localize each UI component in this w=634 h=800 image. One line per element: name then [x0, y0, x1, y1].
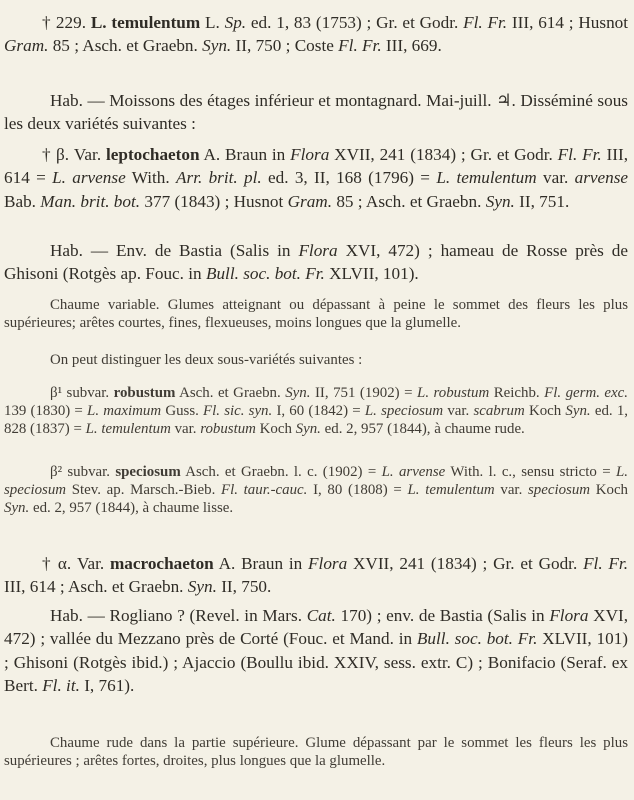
citation-text: III, 614 ; Husnot — [511, 13, 629, 32]
citation-text: Koch — [259, 421, 292, 438]
habitat-text: XLVII, 101). — [329, 264, 419, 284]
var-leptochaeton-header — [4, 143, 628, 213]
citation-title: Man. brit. bot. — [40, 191, 141, 211]
citation-title: Sp. — [224, 13, 247, 32]
variety-name: macrochaeton — [109, 554, 214, 573]
citation-title: Cat. — [306, 606, 336, 625]
synonym-name: L. speciosum — [364, 403, 444, 420]
habitat-text: XVI, 472) ; hameau de Rosse près de Ghisoni (Rotgès ap. Fouc. in — [4, 241, 629, 284]
citation-text: With. l. c., sensu stricto = — [450, 464, 611, 480]
variety-name: leptochaeton — [105, 145, 200, 164]
synonym-name: L. temulentum — [85, 421, 171, 438]
citation-text: ed. 2, 957 (1844), à chaume rude. — [324, 421, 525, 438]
citation-text: var. — [174, 421, 197, 438]
citation-text: var. — [447, 403, 470, 420]
citation-title: Bull. soc. bot. Fr. — [416, 629, 538, 649]
species-name: L. temulentum — [90, 13, 201, 32]
citation-title: Fl. Fr. — [463, 13, 508, 32]
citation-title: Fl. Fr. — [583, 554, 629, 573]
variety-marker: † β. Var. — [42, 145, 102, 164]
citation-title: Fl. Fr. — [338, 36, 382, 56]
synonym-name: L. speciosum — [4, 464, 628, 499]
synonym-name: scabrum — [473, 403, 525, 420]
citation-text: Bab. — [4, 191, 36, 211]
citation-title: Fl. germ. exc. — [544, 385, 628, 401]
variety-marker: β¹ subvar. — [50, 385, 110, 401]
synonym-name: arvense — [574, 168, 629, 188]
subvar-speciosum — [4, 463, 628, 518]
synonym-name: speciosum — [528, 482, 591, 499]
citation-text: I, 80 (1808) = — [313, 482, 402, 499]
citation-title: Fl. it. — [42, 675, 80, 695]
habitat-text: XVI, 472) ; vallée du Mezzano près de Corté (Fouc. et Mand. in — [4, 606, 629, 649]
entry-229-header — [4, 11, 628, 58]
citation-text: A. Braun in — [218, 554, 303, 573]
var-leptochaeton-habitat — [4, 239, 628, 286]
citation-text: XVII, 241 (1834) ; Gr. et Godr. — [353, 554, 578, 573]
citation-text: Guss. — [165, 403, 199, 420]
citation-text: 85 ; Asch. et Graebn. — [336, 191, 482, 211]
synonym-name: L. arvense — [52, 168, 126, 188]
variety-marker: β² subvar. — [50, 464, 110, 480]
citation-text: Stev. ap. Marsch.-Bieb. — [71, 482, 216, 499]
citation-title: Syn. — [565, 403, 591, 420]
habitat-text: 170) ; env. de Bastia (Salis in — [340, 606, 545, 625]
habitat-text: XLVII, 101) ; Ghisoni (Rotgès ibid.) ; Ajaccio (Boullu ibid. XXIV, sess. extr. C) ; Bonifacio (Seraf. ex Bert. — [4, 629, 629, 695]
citation-text: Reichb. — [493, 385, 540, 401]
citation-text: ed. 2, 957 (1844), à chaume lisse. — [32, 500, 234, 517]
citation-title: Fl. taur.-cauc. — [221, 482, 308, 499]
citation-text: ed. 1, 828 (1837) = — [4, 403, 628, 438]
synonym-name: L. maximum — [87, 403, 162, 420]
subvarieties-intro: On peut distinguer les deux sous-variétés suivantes : — [50, 352, 363, 368]
citation-text: With. — [131, 168, 170, 188]
citation-title: Flora — [290, 145, 330, 164]
citation-title: Syn. — [4, 500, 30, 517]
citation-text: Koch — [595, 482, 629, 499]
var-leptochaeton-description: Chaume variable. Glumes atteignant ou dépassant à peine le sommet des fleurs les plus supérieures; arêtes courtes, fines, flexueuses, moins longues que la glumelle. — [4, 297, 628, 332]
citation-title: Bull. soc. bot. Fr. — [205, 264, 325, 284]
citation-text: Asch. et Graebn. l. c. (1902) = — [185, 464, 377, 480]
citation-title: Syn. — [295, 421, 321, 438]
synonym-name: L. temulentum — [436, 168, 537, 188]
synonym-name: L. temulentum — [407, 482, 495, 499]
citation-text: II, 751 (1902) = — [314, 385, 413, 401]
var-macrochaeton-header — [4, 552, 628, 599]
subvar-robustum — [4, 384, 628, 439]
citation-text: II, 750 ; Coste — [235, 36, 334, 56]
citation-text: II, 751. — [519, 191, 570, 211]
citation-text: I, 60 (1842) = — [276, 403, 361, 420]
var-macrochaeton-habitat — [4, 604, 628, 697]
citation-text: III, 669. — [385, 36, 442, 56]
entry-229-habitat: Hab. — Moissons des étages inférieur et montagnard. Mai-juill. ♃. Disséminé sous les deux variétés suivantes : — [4, 91, 628, 134]
citation-title: Gram. — [4, 36, 49, 56]
citation-text: XVII, 241 (1834) ; Gr. et Godr. — [334, 145, 553, 164]
citation-title: Syn. — [485, 191, 515, 211]
citation-text: Asch. et Graebn. — [179, 385, 281, 401]
citation-text: 139 (1830) = — [4, 403, 83, 420]
habitat-text: Hab. — Rogliano ? (Revel. in Mars. — [50, 606, 302, 625]
species-author: L. — [205, 13, 220, 32]
citation-text: var. — [500, 482, 523, 499]
citation-title: Arr. brit. pl. — [176, 168, 262, 188]
citation-text: Koch — [528, 403, 562, 420]
citation-text: III, 614 ; Asch. et Graebn. — [4, 577, 184, 597]
var-macrochaeton-description: Chaume rude dans la partie supérieure. Glume dépassant par le sommet les fleurs les plus supérieures ; arêtes fortes, droites, plus longues que la glumelle. — [4, 735, 628, 770]
citation-text: 85 ; Asch. et Graebn. — [52, 36, 198, 56]
entry-number: † 229. — [42, 13, 86, 32]
citation-title: Flora — [549, 606, 589, 625]
citation-title: Syn. — [285, 385, 311, 401]
citation-text: ed. 1, 83 (1753) ; Gr. et Godr. — [250, 13, 459, 32]
citation-text: var. — [542, 168, 569, 188]
synonym-name: L. robustum — [417, 385, 490, 401]
citation-text: A. Braun in — [203, 145, 286, 164]
citation-text: II, 750. — [221, 577, 272, 597]
citation-text: ed. 3, II, 168 (1796) = — [268, 168, 430, 188]
variety-name: speciosum — [115, 464, 181, 480]
citation-text: 377 (1843) ; Husnot — [144, 191, 284, 211]
citation-title: Flora — [298, 241, 338, 260]
citation-title: Gram. — [287, 191, 333, 211]
variety-name: robustum — [113, 385, 176, 401]
synonym-name: robustum — [200, 421, 256, 438]
citation-title: Fl. Fr. — [557, 145, 602, 164]
citation-title: Syn. — [202, 36, 232, 56]
citation-title: Fl. sic. syn. — [203, 403, 273, 420]
synonym-name: L. arvense — [381, 464, 446, 480]
habitat-text: Hab. — Env. de Bastia (Salis in — [50, 241, 291, 260]
citation-title: Flora — [308, 554, 348, 573]
variety-marker: † α. Var. — [42, 554, 105, 573]
citation-title: Syn. — [187, 577, 217, 597]
habitat-text: I, 761). — [84, 675, 135, 695]
citation-text: III, 614 = — [4, 145, 629, 188]
